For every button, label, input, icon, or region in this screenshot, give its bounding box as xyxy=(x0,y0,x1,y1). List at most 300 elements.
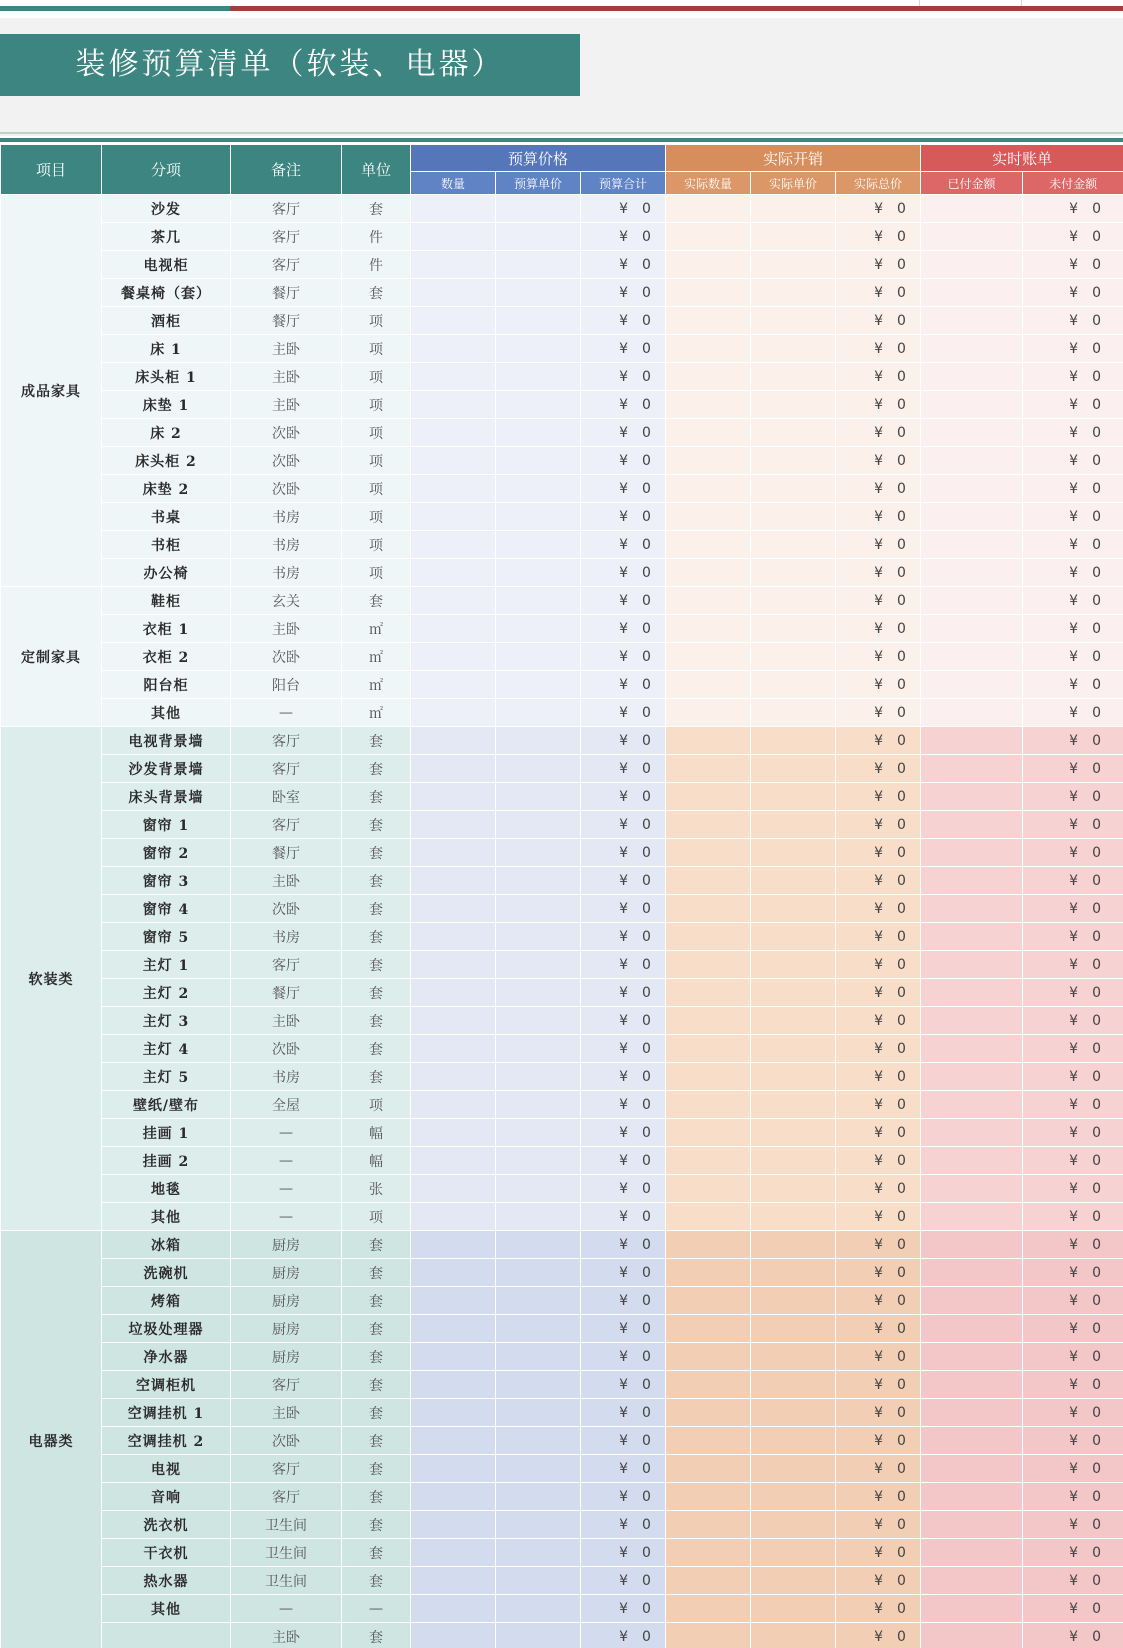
note-cell[interactable]: 次卧 xyxy=(231,447,342,475)
paid-amount-cell[interactable] xyxy=(921,447,1023,475)
actual-qty-cell[interactable] xyxy=(666,1231,751,1259)
actual-qty-cell[interactable] xyxy=(666,699,751,727)
budget-qty-cell[interactable] xyxy=(411,279,496,307)
item-name-cell[interactable]: 空调柜机 xyxy=(102,1371,231,1399)
note-cell[interactable]: 厨房 xyxy=(231,1259,342,1287)
budget-price-cell[interactable] xyxy=(496,1287,581,1315)
budget-total-cell[interactable] xyxy=(581,335,666,363)
budget-total-cell[interactable] xyxy=(581,531,666,559)
note-cell[interactable]: — xyxy=(231,1203,342,1231)
actual-total-cell[interactable] xyxy=(836,1287,921,1315)
unit-cell[interactable]: ㎡ xyxy=(342,643,411,671)
note-cell[interactable]: 书房 xyxy=(231,531,342,559)
actual-price-cell[interactable] xyxy=(751,587,836,615)
item-name-cell[interactable]: 音响 xyxy=(102,1483,231,1511)
note-cell[interactable]: 主卧 xyxy=(231,391,342,419)
actual-price-cell[interactable] xyxy=(751,1063,836,1091)
budget-price-cell[interactable] xyxy=(496,951,581,979)
note-cell[interactable]: 主卧 xyxy=(231,1007,342,1035)
paid-amount-cell[interactable] xyxy=(921,1147,1023,1175)
actual-qty-cell[interactable] xyxy=(666,867,751,895)
budget-price-cell[interactable] xyxy=(496,251,581,279)
budget-qty-cell[interactable] xyxy=(411,755,496,783)
budget-total-cell[interactable] xyxy=(581,979,666,1007)
budget-total-cell[interactable] xyxy=(581,419,666,447)
actual-total-cell[interactable] xyxy=(836,1567,921,1595)
budget-qty-cell[interactable] xyxy=(411,1483,496,1511)
budget-total-cell[interactable] xyxy=(581,195,666,223)
paid-amount-cell[interactable] xyxy=(921,503,1023,531)
actual-price-cell[interactable] xyxy=(751,1623,836,1648)
note-cell[interactable]: 次卧 xyxy=(231,895,342,923)
budget-total-cell[interactable] xyxy=(581,783,666,811)
budget-qty-cell[interactable] xyxy=(411,503,496,531)
budget-qty-cell[interactable] xyxy=(411,1007,496,1035)
note-cell[interactable]: 卫生间 xyxy=(231,1567,342,1595)
budget-price-cell[interactable] xyxy=(496,699,581,727)
actual-qty-cell[interactable] xyxy=(666,1287,751,1315)
unit-cell[interactable]: 套 xyxy=(342,1035,411,1063)
item-name-cell[interactable]: 床 1 xyxy=(102,335,231,363)
budget-qty-cell[interactable] xyxy=(411,587,496,615)
paid-amount-cell[interactable] xyxy=(921,951,1023,979)
actual-total-cell[interactable] xyxy=(836,643,921,671)
budget-price-cell[interactable] xyxy=(496,475,581,503)
unit-cell[interactable]: 套 xyxy=(342,1231,411,1259)
note-cell[interactable]: 主卧 xyxy=(231,335,342,363)
note-cell[interactable]: 卫生间 xyxy=(231,1511,342,1539)
actual-price-cell[interactable] xyxy=(751,1259,836,1287)
paid-amount-cell[interactable] xyxy=(921,727,1023,755)
actual-total-cell[interactable] xyxy=(836,1119,921,1147)
unit-cell[interactable]: 套 xyxy=(342,867,411,895)
item-name-cell[interactable]: 窗帘 3 xyxy=(102,867,231,895)
actual-qty-cell[interactable] xyxy=(666,671,751,699)
actual-total-cell[interactable] xyxy=(836,559,921,587)
paid-amount-cell[interactable] xyxy=(921,1035,1023,1063)
actual-qty-cell[interactable] xyxy=(666,503,751,531)
unpaid-amount-cell[interactable] xyxy=(1023,755,1123,783)
budget-total-cell[interactable] xyxy=(581,643,666,671)
unit-cell[interactable]: — xyxy=(342,1595,411,1623)
budget-price-cell[interactable] xyxy=(496,559,581,587)
paid-amount-cell[interactable] xyxy=(921,1119,1023,1147)
actual-total-cell[interactable] xyxy=(836,839,921,867)
unit-cell[interactable]: 套 xyxy=(342,1063,411,1091)
unit-cell[interactable]: 项 xyxy=(342,447,411,475)
budget-total-cell[interactable] xyxy=(581,1231,666,1259)
unpaid-amount-cell[interactable] xyxy=(1023,587,1123,615)
actual-price-cell[interactable] xyxy=(751,1175,836,1203)
actual-total-cell[interactable] xyxy=(836,1315,921,1343)
actual-qty-cell[interactable] xyxy=(666,1371,751,1399)
unit-cell[interactable]: 项 xyxy=(342,1091,411,1119)
actual-price-cell[interactable] xyxy=(751,923,836,951)
paid-amount-cell[interactable] xyxy=(921,1595,1023,1623)
actual-total-cell[interactable] xyxy=(836,251,921,279)
paid-amount-cell[interactable] xyxy=(921,671,1023,699)
actual-qty-cell[interactable] xyxy=(666,643,751,671)
actual-total-cell[interactable] xyxy=(836,923,921,951)
actual-price-cell[interactable] xyxy=(751,727,836,755)
actual-price-cell[interactable] xyxy=(751,811,836,839)
actual-price-cell[interactable] xyxy=(751,279,836,307)
budget-total-cell[interactable] xyxy=(581,1035,666,1063)
unit-cell[interactable]: 套 xyxy=(342,1399,411,1427)
budget-qty-cell[interactable] xyxy=(411,1399,496,1427)
unpaid-amount-cell[interactable] xyxy=(1023,335,1123,363)
unit-cell[interactable]: 套 xyxy=(342,195,411,223)
budget-qty-cell[interactable] xyxy=(411,951,496,979)
item-name-cell[interactable]: 床垫 1 xyxy=(102,391,231,419)
budget-qty-cell[interactable] xyxy=(411,363,496,391)
budget-qty-cell[interactable] xyxy=(411,251,496,279)
budget-qty-cell[interactable] xyxy=(411,475,496,503)
actual-total-cell[interactable] xyxy=(836,1343,921,1371)
actual-price-cell[interactable] xyxy=(751,1595,836,1623)
budget-qty-cell[interactable] xyxy=(411,1315,496,1343)
actual-price-cell[interactable] xyxy=(751,1035,836,1063)
item-name-cell[interactable]: 其他 xyxy=(102,699,231,727)
unit-cell[interactable]: 套 xyxy=(342,979,411,1007)
budget-price-cell[interactable] xyxy=(496,1511,581,1539)
budget-total-cell[interactable] xyxy=(581,895,666,923)
budget-price-cell[interactable] xyxy=(496,1455,581,1483)
actual-qty-cell[interactable] xyxy=(666,335,751,363)
actual-qty-cell[interactable] xyxy=(666,783,751,811)
actual-price-cell[interactable] xyxy=(751,335,836,363)
budget-price-cell[interactable] xyxy=(496,1231,581,1259)
actual-qty-cell[interactable] xyxy=(666,1483,751,1511)
actual-total-cell[interactable] xyxy=(836,895,921,923)
actual-price-cell[interactable] xyxy=(751,503,836,531)
paid-amount-cell[interactable] xyxy=(921,587,1023,615)
item-name-cell[interactable]: 主灯 5 xyxy=(102,1063,231,1091)
budget-total-cell[interactable] xyxy=(581,615,666,643)
actual-price-cell[interactable] xyxy=(751,559,836,587)
item-name-cell[interactable]: 床头柜 1 xyxy=(102,363,231,391)
unit-cell[interactable]: 项 xyxy=(342,335,411,363)
note-cell[interactable]: — xyxy=(231,1175,342,1203)
note-cell[interactable]: 书房 xyxy=(231,923,342,951)
actual-qty-cell[interactable] xyxy=(666,979,751,1007)
budget-total-cell[interactable] xyxy=(581,727,666,755)
actual-price-cell[interactable] xyxy=(751,1539,836,1567)
note-cell[interactable]: 餐厅 xyxy=(231,307,342,335)
unit-cell[interactable]: 套 xyxy=(342,1427,411,1455)
unpaid-amount-cell[interactable] xyxy=(1023,979,1123,1007)
budget-total-cell[interactable] xyxy=(581,1287,666,1315)
budget-total-cell[interactable] xyxy=(581,503,666,531)
budget-price-cell[interactable] xyxy=(496,615,581,643)
actual-total-cell[interactable] xyxy=(836,755,921,783)
budget-qty-cell[interactable] xyxy=(411,1091,496,1119)
budget-qty-cell[interactable] xyxy=(411,1287,496,1315)
paid-amount-cell[interactable] xyxy=(921,979,1023,1007)
item-name-cell[interactable]: 其他 xyxy=(102,1203,231,1231)
actual-qty-cell[interactable] xyxy=(666,251,751,279)
actual-price-cell[interactable] xyxy=(751,615,836,643)
unit-cell[interactable]: 套 xyxy=(342,839,411,867)
actual-qty-cell[interactable] xyxy=(666,363,751,391)
paid-amount-cell[interactable] xyxy=(921,475,1023,503)
paid-amount-cell[interactable] xyxy=(921,531,1023,559)
item-name-cell[interactable]: 垃圾处理器 xyxy=(102,1315,231,1343)
paid-amount-cell[interactable] xyxy=(921,1175,1023,1203)
budget-price-cell[interactable] xyxy=(496,671,581,699)
actual-price-cell[interactable] xyxy=(751,251,836,279)
actual-qty-cell[interactable] xyxy=(666,531,751,559)
budget-qty-cell[interactable] xyxy=(411,1119,496,1147)
budget-total-cell[interactable] xyxy=(581,1343,666,1371)
unit-cell[interactable]: 套 xyxy=(342,1539,411,1567)
unpaid-amount-cell[interactable] xyxy=(1023,1427,1123,1455)
note-cell[interactable]: 卫生间 xyxy=(231,1539,342,1567)
item-name-cell[interactable]: 其他 xyxy=(102,1595,231,1623)
actual-qty-cell[interactable] xyxy=(666,1147,751,1175)
paid-amount-cell[interactable] xyxy=(921,279,1023,307)
unpaid-amount-cell[interactable] xyxy=(1023,1343,1123,1371)
unpaid-amount-cell[interactable] xyxy=(1023,1147,1123,1175)
item-name-cell[interactable]: 干衣机 xyxy=(102,1539,231,1567)
budget-total-cell[interactable] xyxy=(581,1119,666,1147)
actual-price-cell[interactable] xyxy=(751,1203,836,1231)
budget-price-cell[interactable] xyxy=(496,1623,581,1648)
actual-price-cell[interactable] xyxy=(751,867,836,895)
actual-total-cell[interactable] xyxy=(836,1231,921,1259)
item-name-cell[interactable]: 书柜 xyxy=(102,531,231,559)
actual-total-cell[interactable] xyxy=(836,1455,921,1483)
item-name-cell[interactable]: 窗帘 5 xyxy=(102,923,231,951)
budget-qty-cell[interactable] xyxy=(411,839,496,867)
budget-price-cell[interactable] xyxy=(496,1175,581,1203)
paid-amount-cell[interactable] xyxy=(921,391,1023,419)
budget-qty-cell[interactable] xyxy=(411,223,496,251)
actual-price-cell[interactable] xyxy=(751,755,836,783)
unpaid-amount-cell[interactable] xyxy=(1023,923,1123,951)
unpaid-amount-cell[interactable] xyxy=(1023,1287,1123,1315)
note-cell[interactable]: 客厅 xyxy=(231,755,342,783)
unit-cell[interactable]: 套 xyxy=(342,1371,411,1399)
unit-cell[interactable]: 套 xyxy=(342,1483,411,1511)
item-name-cell[interactable]: 窗帘 1 xyxy=(102,811,231,839)
budget-price-cell[interactable] xyxy=(496,1567,581,1595)
item-name-cell[interactable]: 衣柜 1 xyxy=(102,615,231,643)
actual-qty-cell[interactable] xyxy=(666,811,751,839)
actual-total-cell[interactable] xyxy=(836,531,921,559)
budget-qty-cell[interactable] xyxy=(411,1147,496,1175)
budget-price-cell[interactable] xyxy=(496,867,581,895)
note-cell[interactable]: 餐厅 xyxy=(231,279,342,307)
note-cell[interactable]: 次卧 xyxy=(231,1427,342,1455)
item-name-cell[interactable]: 主灯 2 xyxy=(102,979,231,1007)
actual-price-cell[interactable] xyxy=(751,839,836,867)
actual-qty-cell[interactable] xyxy=(666,587,751,615)
item-name-cell[interactable]: 挂画 2 xyxy=(102,1147,231,1175)
actual-price-cell[interactable] xyxy=(751,307,836,335)
budget-price-cell[interactable] xyxy=(496,1539,581,1567)
item-name-cell[interactable]: 书桌 xyxy=(102,503,231,531)
budget-price-cell[interactable] xyxy=(496,503,581,531)
budget-total-cell[interactable] xyxy=(581,699,666,727)
unit-cell[interactable]: 套 xyxy=(342,811,411,839)
budget-qty-cell[interactable] xyxy=(411,1343,496,1371)
actual-price-cell[interactable] xyxy=(751,391,836,419)
paid-amount-cell[interactable] xyxy=(921,1091,1023,1119)
actual-qty-cell[interactable] xyxy=(666,1595,751,1623)
paid-amount-cell[interactable] xyxy=(921,923,1023,951)
note-cell[interactable]: 客厅 xyxy=(231,1371,342,1399)
actual-total-cell[interactable] xyxy=(836,1371,921,1399)
unit-cell[interactable]: 套 xyxy=(342,1455,411,1483)
budget-qty-cell[interactable] xyxy=(411,1623,496,1648)
budget-price-cell[interactable] xyxy=(496,1091,581,1119)
actual-total-cell[interactable] xyxy=(836,727,921,755)
unit-cell[interactable]: 套 xyxy=(342,587,411,615)
unpaid-amount-cell[interactable] xyxy=(1023,1119,1123,1147)
note-cell[interactable]: 客厅 xyxy=(231,811,342,839)
budget-total-cell[interactable] xyxy=(581,1259,666,1287)
budget-qty-cell[interactable] xyxy=(411,335,496,363)
actual-price-cell[interactable] xyxy=(751,1315,836,1343)
actual-qty-cell[interactable] xyxy=(666,419,751,447)
actual-total-cell[interactable] xyxy=(836,1595,921,1623)
item-name-cell[interactable]: 空调挂机 1 xyxy=(102,1399,231,1427)
actual-price-cell[interactable] xyxy=(751,1483,836,1511)
actual-price-cell[interactable] xyxy=(751,1147,836,1175)
actual-qty-cell[interactable] xyxy=(666,755,751,783)
unpaid-amount-cell[interactable] xyxy=(1023,727,1123,755)
paid-amount-cell[interactable] xyxy=(921,839,1023,867)
unpaid-amount-cell[interactable] xyxy=(1023,391,1123,419)
budget-price-cell[interactable] xyxy=(496,1035,581,1063)
actual-qty-cell[interactable] xyxy=(666,1315,751,1343)
budget-total-cell[interactable] xyxy=(581,1595,666,1623)
budget-price-cell[interactable] xyxy=(496,783,581,811)
item-name-cell[interactable]: 床 2 xyxy=(102,419,231,447)
unit-cell[interactable]: 张 xyxy=(342,1175,411,1203)
actual-price-cell[interactable] xyxy=(751,643,836,671)
unpaid-amount-cell[interactable] xyxy=(1023,951,1123,979)
budget-price-cell[interactable] xyxy=(496,1063,581,1091)
paid-amount-cell[interactable] xyxy=(921,783,1023,811)
item-name-cell[interactable]: 办公椅 xyxy=(102,559,231,587)
budget-total-cell[interactable] xyxy=(581,251,666,279)
unpaid-amount-cell[interactable] xyxy=(1023,559,1123,587)
budget-price-cell[interactable] xyxy=(496,1007,581,1035)
paid-amount-cell[interactable] xyxy=(921,335,1023,363)
budget-total-cell[interactable] xyxy=(581,1511,666,1539)
unpaid-amount-cell[interactable] xyxy=(1023,279,1123,307)
paid-amount-cell[interactable] xyxy=(921,419,1023,447)
budget-total-cell[interactable] xyxy=(581,923,666,951)
note-cell[interactable]: — xyxy=(231,1595,342,1623)
note-cell[interactable]: 主卧 xyxy=(231,1623,342,1648)
note-cell[interactable]: 客厅 xyxy=(231,1483,342,1511)
budget-qty-cell[interactable] xyxy=(411,1539,496,1567)
unpaid-amount-cell[interactable] xyxy=(1023,867,1123,895)
actual-total-cell[interactable] xyxy=(836,419,921,447)
unpaid-amount-cell[interactable] xyxy=(1023,447,1123,475)
actual-price-cell[interactable] xyxy=(751,223,836,251)
actual-qty-cell[interactable] xyxy=(666,839,751,867)
actual-price-cell[interactable] xyxy=(751,1007,836,1035)
actual-price-cell[interactable] xyxy=(751,447,836,475)
budget-price-cell[interactable] xyxy=(496,1203,581,1231)
budget-qty-cell[interactable] xyxy=(411,307,496,335)
item-name-cell[interactable]: 沙发 xyxy=(102,195,231,223)
actual-total-cell[interactable] xyxy=(836,503,921,531)
item-name-cell[interactable]: 床头背景墙 xyxy=(102,783,231,811)
actual-qty-cell[interactable] xyxy=(666,279,751,307)
actual-total-cell[interactable] xyxy=(836,587,921,615)
budget-qty-cell[interactable] xyxy=(411,1427,496,1455)
unpaid-amount-cell[interactable] xyxy=(1023,251,1123,279)
unit-cell[interactable]: 套 xyxy=(342,1623,411,1648)
paid-amount-cell[interactable] xyxy=(921,643,1023,671)
note-cell[interactable]: 客厅 xyxy=(231,251,342,279)
note-cell[interactable]: — xyxy=(231,699,342,727)
budget-qty-cell[interactable] xyxy=(411,1035,496,1063)
unit-cell[interactable]: 套 xyxy=(342,895,411,923)
budget-price-cell[interactable] xyxy=(496,1427,581,1455)
actual-qty-cell[interactable] xyxy=(666,1203,751,1231)
item-name-cell[interactable]: 窗帘 4 xyxy=(102,895,231,923)
unit-cell[interactable]: 套 xyxy=(342,279,411,307)
paid-amount-cell[interactable] xyxy=(921,1623,1023,1648)
actual-price-cell[interactable] xyxy=(751,1231,836,1259)
unpaid-amount-cell[interactable] xyxy=(1023,783,1123,811)
item-name-cell[interactable]: 沙发背景墙 xyxy=(102,755,231,783)
unit-cell[interactable]: 项 xyxy=(342,475,411,503)
actual-qty-cell[interactable] xyxy=(666,1007,751,1035)
item-name-cell[interactable] xyxy=(102,1623,231,1648)
paid-amount-cell[interactable] xyxy=(921,559,1023,587)
actual-total-cell[interactable] xyxy=(836,307,921,335)
budget-total-cell[interactable] xyxy=(581,1483,666,1511)
note-cell[interactable]: 餐厅 xyxy=(231,839,342,867)
note-cell[interactable]: 书房 xyxy=(231,503,342,531)
note-cell[interactable]: 客厅 xyxy=(231,951,342,979)
paid-amount-cell[interactable] xyxy=(921,1203,1023,1231)
actual-price-cell[interactable] xyxy=(751,1427,836,1455)
paid-amount-cell[interactable] xyxy=(921,1063,1023,1091)
actual-qty-cell[interactable] xyxy=(666,307,751,335)
unpaid-amount-cell[interactable] xyxy=(1023,671,1123,699)
budget-price-cell[interactable] xyxy=(496,1595,581,1623)
budget-price-cell[interactable] xyxy=(496,1147,581,1175)
actual-qty-cell[interactable] xyxy=(666,1539,751,1567)
budget-total-cell[interactable] xyxy=(581,363,666,391)
item-name-cell[interactable]: 阳台柜 xyxy=(102,671,231,699)
actual-total-cell[interactable] xyxy=(836,279,921,307)
actual-total-cell[interactable] xyxy=(836,1203,921,1231)
budget-total-cell[interactable] xyxy=(581,1175,666,1203)
budget-total-cell[interactable] xyxy=(581,951,666,979)
item-name-cell[interactable]: 空调挂机 2 xyxy=(102,1427,231,1455)
item-name-cell[interactable]: 电视背景墙 xyxy=(102,727,231,755)
budget-qty-cell[interactable] xyxy=(411,615,496,643)
paid-amount-cell[interactable] xyxy=(921,1231,1023,1259)
budget-price-cell[interactable] xyxy=(496,755,581,783)
budget-total-cell[interactable] xyxy=(581,1399,666,1427)
budget-price-cell[interactable] xyxy=(496,1343,581,1371)
paid-amount-cell[interactable] xyxy=(921,699,1023,727)
actual-qty-cell[interactable] xyxy=(666,223,751,251)
budget-total-cell[interactable] xyxy=(581,1567,666,1595)
note-cell[interactable]: 卧室 xyxy=(231,783,342,811)
note-cell[interactable]: 次卧 xyxy=(231,643,342,671)
